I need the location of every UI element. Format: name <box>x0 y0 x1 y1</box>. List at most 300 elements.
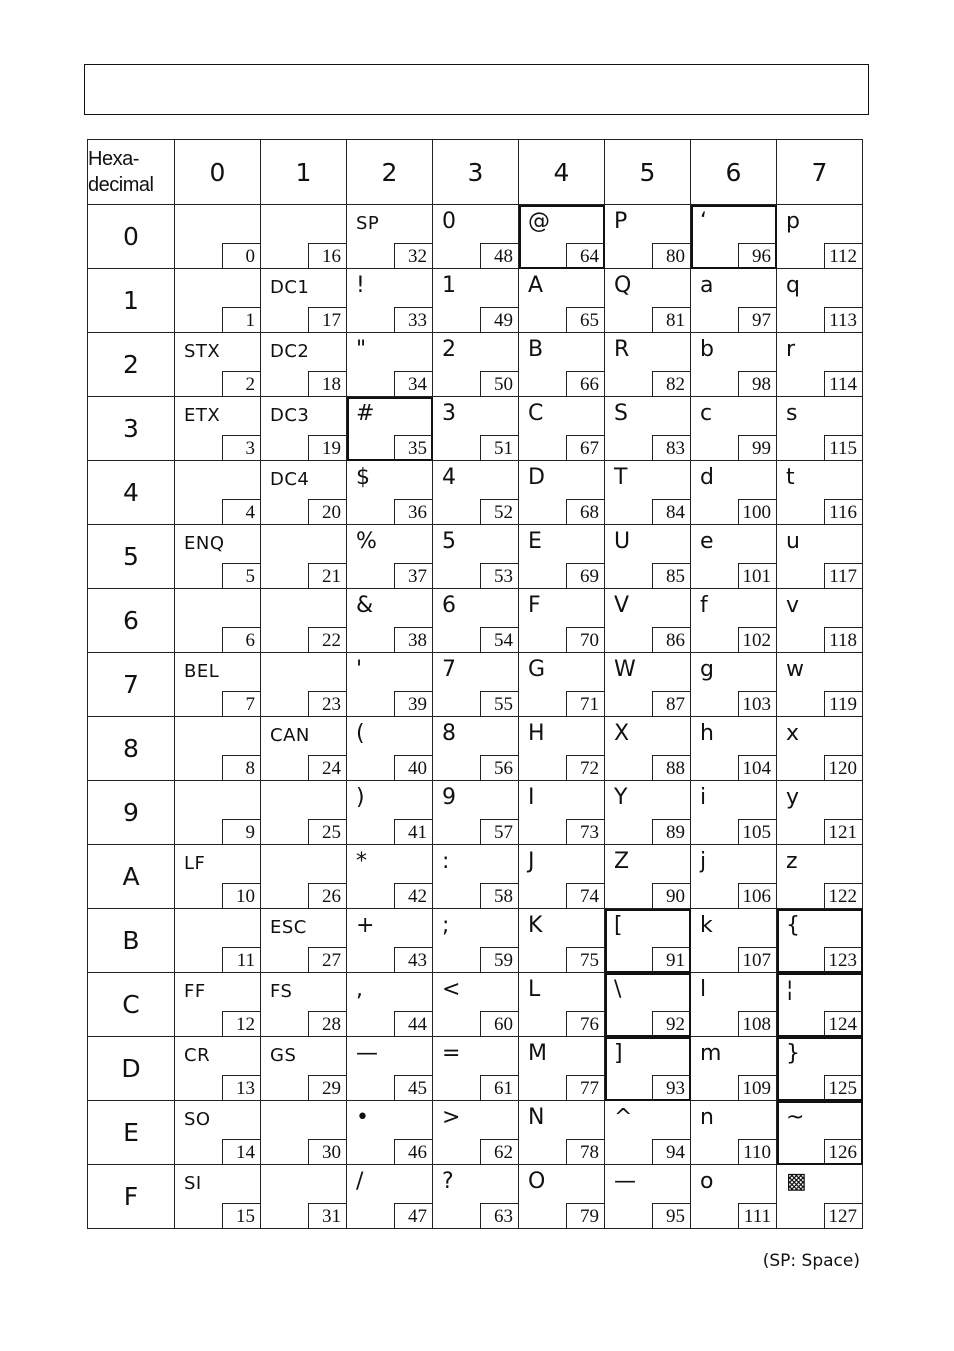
char-symbol: @ <box>528 209 550 234</box>
decimal-code: 65 <box>566 307 604 332</box>
decimal-code: 94 <box>652 1139 690 1164</box>
char-symbol: K <box>528 913 543 938</box>
decimal-code: 120 <box>824 755 862 780</box>
decimal-code: 85 <box>652 563 690 588</box>
decimal-code: 119 <box>824 691 862 716</box>
table-row <box>88 909 863 973</box>
decimal-code: 16 <box>308 243 346 268</box>
char-cell <box>347 397 433 461</box>
decimal-code: 2 <box>222 371 260 396</box>
char-cell <box>519 205 605 269</box>
decimal-code: 3 <box>222 435 260 460</box>
decimal-code: 104 <box>738 755 776 780</box>
char-symbol: l <box>700 977 707 1002</box>
char-cell <box>175 461 261 525</box>
char-symbol: 3 <box>442 401 456 426</box>
decimal-code: 86 <box>652 627 690 652</box>
char-cell <box>519 1101 605 1165</box>
decimal-code: 93 <box>652 1075 690 1100</box>
character-code-table <box>87 139 863 1229</box>
decimal-code: 58 <box>480 883 518 908</box>
column-header-row <box>88 140 863 205</box>
char-cell <box>175 333 261 397</box>
decimal-code: 63 <box>480 1203 518 1228</box>
char-cell <box>519 461 605 525</box>
char-symbol: h <box>700 721 714 746</box>
decimal-code: 32 <box>394 243 432 268</box>
char-symbol: FF <box>184 981 206 1002</box>
char-symbol: o <box>700 1169 714 1194</box>
decimal-code: 24 <box>308 755 346 780</box>
decimal-code: 30 <box>308 1139 346 1164</box>
char-cell <box>261 1037 347 1101</box>
char-cell <box>433 333 519 397</box>
decimal-code: 68 <box>566 499 604 524</box>
char-symbol: T <box>614 465 628 490</box>
char-cell <box>433 1101 519 1165</box>
char-symbol: C <box>528 401 544 426</box>
char-symbol: Q <box>614 273 632 298</box>
char-symbol: E <box>528 529 542 554</box>
char-cell <box>605 845 691 909</box>
char-cell <box>261 525 347 589</box>
decimal-code: 51 <box>480 435 518 460</box>
char-symbol: y <box>786 785 800 810</box>
char-cell <box>433 461 519 525</box>
decimal-code: 35 <box>394 435 432 460</box>
char-cell <box>175 845 261 909</box>
char-symbol: ▩ <box>786 1169 807 1194</box>
char-cell <box>175 589 261 653</box>
char-symbol: G <box>528 657 546 682</box>
column-header: 1 <box>261 140 347 205</box>
decimal-code: 97 <box>738 307 776 332</box>
decimal-code: 117 <box>824 563 862 588</box>
char-cell <box>605 397 691 461</box>
char-cell <box>691 1037 777 1101</box>
decimal-code: 90 <box>652 883 690 908</box>
decimal-code: 34 <box>394 371 432 396</box>
char-cell <box>605 589 691 653</box>
char-symbol: } <box>786 1041 800 1066</box>
char-symbol: Z <box>614 849 630 874</box>
decimal-code: 47 <box>394 1203 432 1228</box>
table-row <box>88 845 863 909</box>
decimal-code: 52 <box>480 499 518 524</box>
char-cell <box>519 909 605 973</box>
decimal-code: 8 <box>222 755 260 780</box>
char-cell <box>605 653 691 717</box>
column-header: 0 <box>175 140 261 205</box>
char-cell <box>519 717 605 781</box>
char-symbol: 8 <box>442 721 456 746</box>
char-cell <box>605 1101 691 1165</box>
char-symbol: ¦ <box>786 977 794 1002</box>
char-cell <box>777 653 863 717</box>
char-cell <box>433 845 519 909</box>
decimal-code: 9 <box>222 819 260 844</box>
decimal-code: 23 <box>308 691 346 716</box>
char-symbol: W <box>614 657 636 682</box>
decimal-code: 108 <box>738 1011 776 1036</box>
decimal-code: 27 <box>308 947 346 972</box>
decimal-code: 11 <box>222 947 260 972</box>
char-symbol: DC1 <box>270 277 310 298</box>
table-row <box>88 781 863 845</box>
char-symbol: SI <box>184 1173 202 1194</box>
char-cell <box>691 1165 777 1229</box>
char-symbol: 5 <box>442 529 456 554</box>
decimal-code: 105 <box>738 819 776 844</box>
decimal-code: 48 <box>480 243 518 268</box>
decimal-code: 74 <box>566 883 604 908</box>
char-symbol: 1 <box>442 273 456 298</box>
table-row <box>88 269 863 333</box>
char-symbol: # <box>356 401 375 426</box>
char-cell <box>433 205 519 269</box>
char-symbol: 7 <box>442 657 456 682</box>
decimal-code: 6 <box>222 627 260 652</box>
char-symbol: B <box>528 337 544 362</box>
char-symbol: CAN <box>270 725 310 746</box>
char-symbol: f <box>700 593 708 618</box>
char-symbol: ? <box>442 1169 454 1194</box>
decimal-code: 31 <box>308 1203 346 1228</box>
table-row <box>88 1165 863 1229</box>
char-symbol: / <box>356 1169 364 1194</box>
row-header: 6 <box>88 589 175 653</box>
decimal-code: 7 <box>222 691 260 716</box>
char-symbol: v <box>786 593 800 618</box>
row-header: 5 <box>88 525 175 589</box>
char-cell <box>433 781 519 845</box>
decimal-code: 116 <box>824 499 862 524</box>
char-symbol: b <box>700 337 714 362</box>
char-symbol: { <box>786 913 800 938</box>
column-header: 4 <box>519 140 605 205</box>
char-cell <box>605 333 691 397</box>
decimal-code: 43 <box>394 947 432 972</box>
char-cell <box>433 589 519 653</box>
decimal-code: 107 <box>738 947 776 972</box>
char-symbol: STX <box>184 341 221 362</box>
decimal-code: 126 <box>824 1139 862 1164</box>
char-symbol: ETX <box>184 405 221 426</box>
row-header: B <box>88 909 175 973</box>
decimal-code: 98 <box>738 371 776 396</box>
char-symbol: DC3 <box>270 405 310 426</box>
decimal-code: 5 <box>222 563 260 588</box>
table-row <box>88 717 863 781</box>
char-cell <box>777 1101 863 1165</box>
char-cell <box>433 1037 519 1101</box>
char-cell <box>777 781 863 845</box>
char-symbol: ] <box>614 1041 623 1066</box>
decimal-code: 26 <box>308 883 346 908</box>
char-cell <box>261 653 347 717</box>
char-symbol: BEL <box>184 661 220 682</box>
char-cell <box>175 1037 261 1101</box>
decimal-code: 55 <box>480 691 518 716</box>
char-cell <box>175 205 261 269</box>
decimal-code: 81 <box>652 307 690 332</box>
decimal-code: 37 <box>394 563 432 588</box>
column-header: 5 <box>605 140 691 205</box>
decimal-code: 40 <box>394 755 432 780</box>
char-cell <box>777 973 863 1037</box>
char-cell <box>433 653 519 717</box>
char-cell <box>261 205 347 269</box>
decimal-code: 88 <box>652 755 690 780</box>
column-header: 3 <box>433 140 519 205</box>
char-symbol: s <box>786 401 798 426</box>
decimal-code: 29 <box>308 1075 346 1100</box>
decimal-code: 78 <box>566 1139 604 1164</box>
char-symbol: F <box>528 593 541 618</box>
decimal-code: 20 <box>308 499 346 524</box>
char-symbol: % <box>356 529 377 554</box>
char-symbol: ‘ <box>700 209 707 234</box>
char-cell <box>777 205 863 269</box>
char-symbol: + <box>356 913 375 938</box>
decimal-code: 83 <box>652 435 690 460</box>
decimal-code: 96 <box>738 243 776 268</box>
char-symbol: = <box>442 1041 461 1066</box>
decimal-code: 106 <box>738 883 776 908</box>
decimal-code: 91 <box>652 947 690 972</box>
char-cell <box>433 909 519 973</box>
char-symbol: LF <box>184 853 206 874</box>
char-symbol: ENQ <box>184 533 225 554</box>
decimal-code: 110 <box>738 1139 776 1164</box>
char-cell <box>777 525 863 589</box>
decimal-code: 87 <box>652 691 690 716</box>
decimal-code: 49 <box>480 307 518 332</box>
char-cell <box>777 909 863 973</box>
decimal-code: 25 <box>308 819 346 844</box>
decimal-code: 33 <box>394 307 432 332</box>
char-symbol: n <box>700 1105 714 1130</box>
char-symbol: ) <box>356 785 365 810</box>
char-cell <box>347 1037 433 1101</box>
char-symbol: 6 <box>442 593 456 618</box>
char-cell <box>519 589 605 653</box>
row-header: 4 <box>88 461 175 525</box>
char-symbol: SP <box>356 213 380 234</box>
column-header: 2 <box>347 140 433 205</box>
char-cell <box>605 525 691 589</box>
char-symbol: $ <box>356 465 370 490</box>
decimal-code: 80 <box>652 243 690 268</box>
decimal-code: 125 <box>824 1075 862 1100</box>
char-cell <box>519 1165 605 1229</box>
char-cell <box>777 717 863 781</box>
decimal-code: 15 <box>222 1203 260 1228</box>
char-symbol: N <box>528 1105 545 1130</box>
decimal-code: 118 <box>824 627 862 652</box>
char-cell <box>691 525 777 589</box>
row-header: 3 <box>88 397 175 461</box>
row-header: D <box>88 1037 175 1101</box>
character-code-table-body <box>88 205 863 1229</box>
char-cell <box>605 909 691 973</box>
decimal-code: 92 <box>652 1011 690 1036</box>
decimal-code: 76 <box>566 1011 604 1036</box>
char-cell <box>691 909 777 973</box>
decimal-code: 44 <box>394 1011 432 1036</box>
decimal-code: 46 <box>394 1139 432 1164</box>
decimal-code: 50 <box>480 371 518 396</box>
char-cell <box>347 333 433 397</box>
decimal-code: 10 <box>222 883 260 908</box>
char-symbol: U <box>614 529 631 554</box>
decimal-code: 114 <box>824 371 862 396</box>
decimal-code: 84 <box>652 499 690 524</box>
char-symbol: D <box>528 465 545 490</box>
row-header: C <box>88 973 175 1037</box>
decimal-code: 39 <box>394 691 432 716</box>
row-header: 7 <box>88 653 175 717</box>
char-symbol: — <box>614 1169 636 1194</box>
char-cell <box>519 1037 605 1101</box>
decimal-code: 103 <box>738 691 776 716</box>
decimal-code: 95 <box>652 1203 690 1228</box>
decimal-code: 69 <box>566 563 604 588</box>
decimal-code: 127 <box>824 1203 862 1228</box>
row-header: 8 <box>88 717 175 781</box>
decimal-code: 53 <box>480 563 518 588</box>
char-cell <box>519 333 605 397</box>
decimal-code: 109 <box>738 1075 776 1100</box>
char-cell <box>261 781 347 845</box>
decimal-code: 77 <box>566 1075 604 1100</box>
char-cell <box>261 269 347 333</box>
char-symbol: * <box>356 849 367 874</box>
char-symbol: 2 <box>442 337 456 362</box>
table-row <box>88 205 863 269</box>
char-cell <box>261 845 347 909</box>
decimal-code: 73 <box>566 819 604 844</box>
char-cell <box>261 589 347 653</box>
char-cell <box>261 461 347 525</box>
char-cell <box>347 653 433 717</box>
space-footnote: (SP: Space) <box>762 1251 860 1271</box>
char-cell <box>777 333 863 397</box>
decimal-code: 66 <box>566 371 604 396</box>
decimal-code: 67 <box>566 435 604 460</box>
decimal-code: 59 <box>480 947 518 972</box>
decimal-code: 75 <box>566 947 604 972</box>
char-cell <box>519 781 605 845</box>
decimal-code: 112 <box>824 243 862 268</box>
char-symbol: I <box>528 785 535 810</box>
char-symbol: DC4 <box>270 469 310 490</box>
char-cell <box>691 333 777 397</box>
row-header: A <box>88 845 175 909</box>
decimal-code: 22 <box>308 627 346 652</box>
char-cell <box>519 845 605 909</box>
row-header: F <box>88 1165 175 1229</box>
row-header: 1 <box>88 269 175 333</box>
title-box <box>84 64 869 115</box>
decimal-code: 41 <box>394 819 432 844</box>
char-symbol: L <box>528 977 541 1002</box>
char-cell <box>777 461 863 525</box>
char-symbol: CR <box>184 1045 211 1066</box>
decimal-code: 45 <box>394 1075 432 1100</box>
char-symbol: d <box>700 465 714 490</box>
char-symbol: i <box>700 785 707 810</box>
char-cell <box>175 525 261 589</box>
char-symbol: ESC <box>270 917 307 938</box>
char-cell <box>261 717 347 781</box>
char-symbol: ^ <box>614 1105 633 1130</box>
table-row <box>88 973 863 1037</box>
char-cell <box>347 461 433 525</box>
decimal-code: 18 <box>308 371 346 396</box>
decimal-code: 14 <box>222 1139 260 1164</box>
char-cell <box>347 845 433 909</box>
char-symbol: a <box>700 273 714 298</box>
char-cell <box>605 269 691 333</box>
char-cell <box>777 1037 863 1101</box>
char-symbol: g <box>700 657 714 682</box>
char-cell <box>691 845 777 909</box>
decimal-code: 4 <box>222 499 260 524</box>
char-symbol: x <box>786 721 800 746</box>
char-cell <box>175 973 261 1037</box>
char-cell <box>691 973 777 1037</box>
char-symbol: ( <box>356 721 365 746</box>
table-row <box>88 461 863 525</box>
char-cell <box>519 653 605 717</box>
char-cell <box>605 205 691 269</box>
char-symbol: ! <box>356 273 365 298</box>
decimal-code: 99 <box>738 435 776 460</box>
char-cell <box>175 1165 261 1229</box>
char-symbol: > <box>442 1105 461 1130</box>
char-cell <box>261 397 347 461</box>
char-cell <box>777 589 863 653</box>
char-symbol: ; <box>442 913 450 938</box>
char-cell <box>175 269 261 333</box>
char-cell <box>519 269 605 333</box>
decimal-code: 64 <box>566 243 604 268</box>
char-symbol: z <box>786 849 798 874</box>
char-symbol: : <box>442 849 450 874</box>
decimal-code: 61 <box>480 1075 518 1100</box>
char-cell <box>777 845 863 909</box>
char-cell <box>433 1165 519 1229</box>
decimal-code: 123 <box>824 947 862 972</box>
char-cell <box>261 333 347 397</box>
char-cell <box>175 909 261 973</box>
char-cell <box>347 589 433 653</box>
char-cell <box>691 1101 777 1165</box>
char-cell <box>433 973 519 1037</box>
char-cell <box>691 781 777 845</box>
decimal-code: 113 <box>824 307 862 332</box>
char-symbol: m <box>700 1041 722 1066</box>
decimal-code: 121 <box>824 819 862 844</box>
char-symbol: p <box>786 209 800 234</box>
decimal-code: 89 <box>652 819 690 844</box>
column-header: 6 <box>691 140 777 205</box>
char-cell <box>175 653 261 717</box>
char-cell <box>519 973 605 1037</box>
char-symbol: ~ <box>786 1105 805 1130</box>
row-header: 9 <box>88 781 175 845</box>
